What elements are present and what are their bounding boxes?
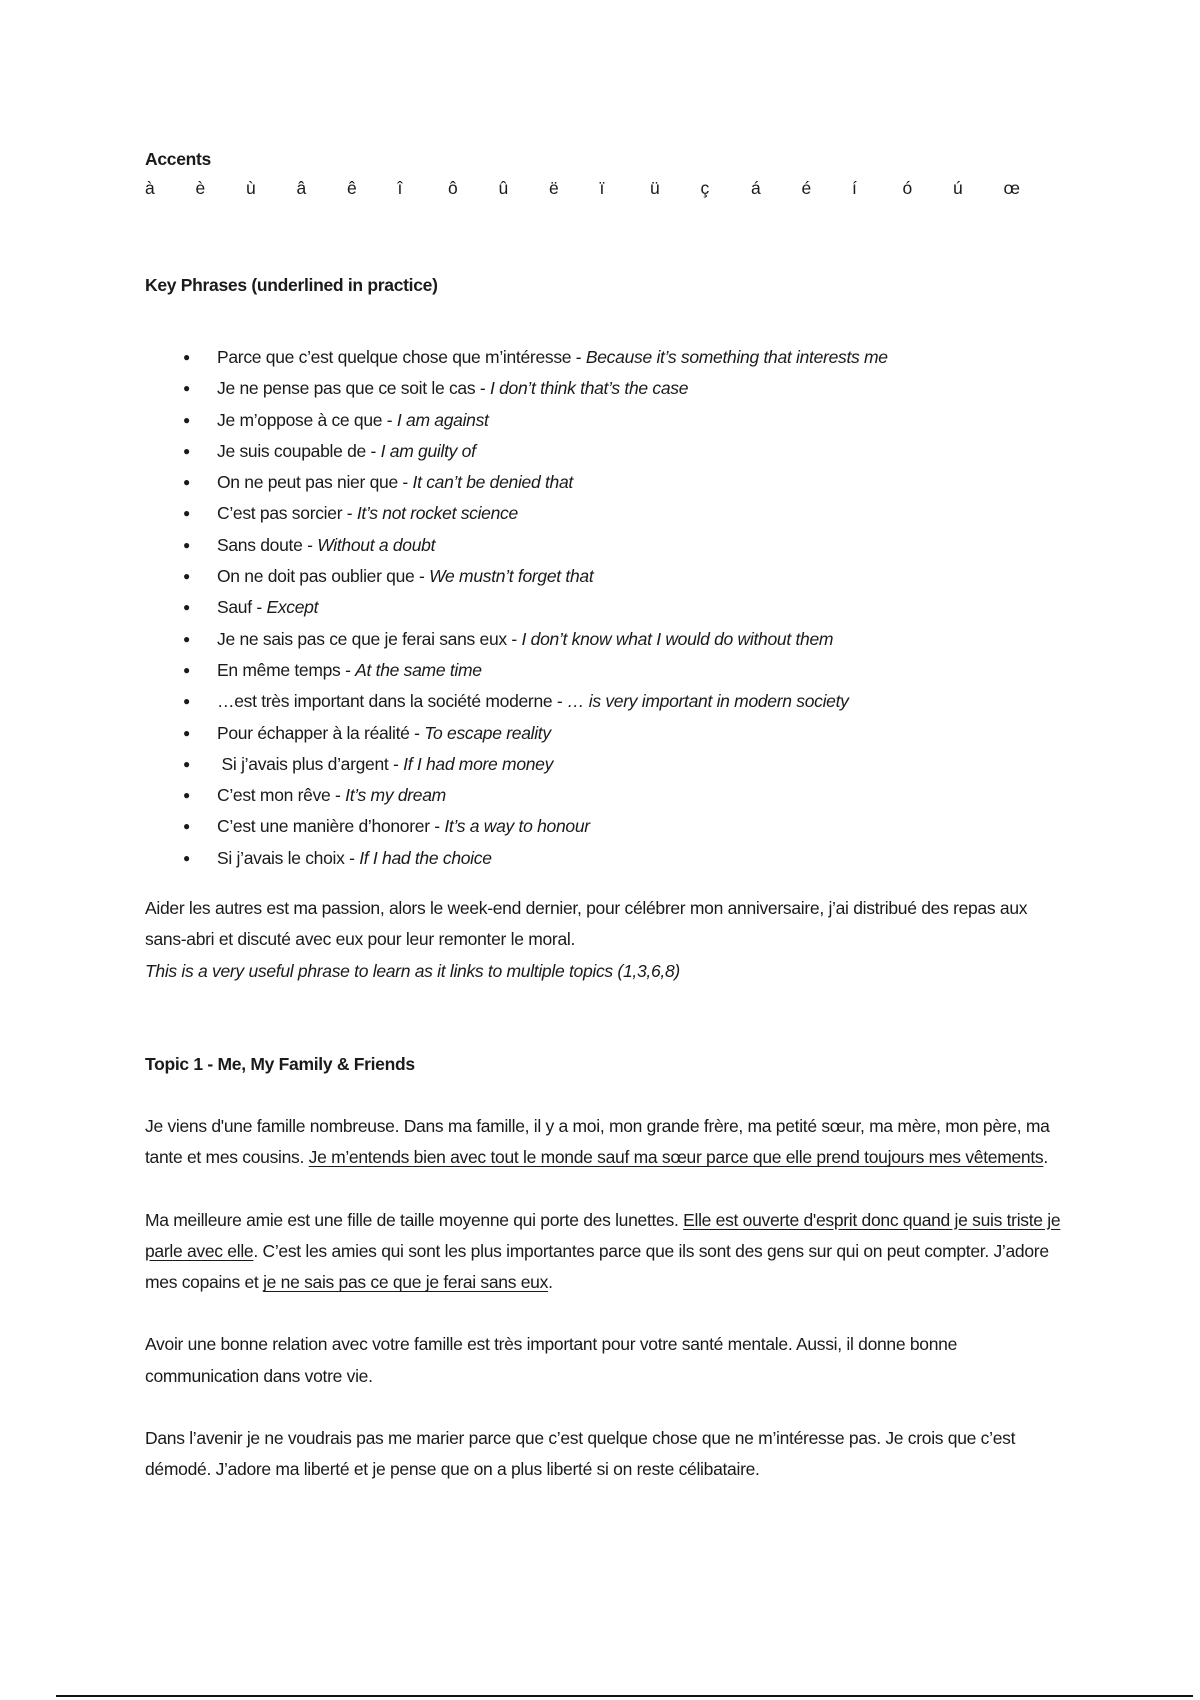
key-phrase-item [145,749,1065,780]
key-phrase-item [145,436,1065,467]
phrase-french: C’est une manière d’honorer - [217,816,445,837]
phrase-french: Parce que c’est quelque chose que m’intéresse - [217,347,586,367]
phrase-english: If I had the choice [359,847,492,868]
phrase-french: Je ne sais pas ce que je ferai sans eux - [217,628,522,649]
accent-char: ô [448,178,458,198]
key-phrase-item [145,592,1065,623]
key-phrase-item [145,498,1065,529]
accent-char: ü [650,178,660,198]
key-phrase-item [145,373,1065,404]
underlined-text: Je m’entends bien avec tout le monde sauf ma sœur parce que elle prend toujours mes vêtements [308,1147,1044,1168]
key-phrase-item [145,780,1065,811]
accent-char: í [852,178,857,198]
topic1-section [145,1053,1065,1486]
accent-char: à [145,178,155,198]
note-text: This is a very useful phrase to learn as it links to multiple topics (1,3,6,8) [145,960,680,981]
accent-char: ë [549,178,559,198]
useful-phrase-section [145,893,1065,987]
accent-char: œ [1003,178,1020,198]
key-phrase-item [145,530,1065,561]
accent-char: ï [599,178,605,198]
phrase-french: On ne peut pas nier que - [217,472,413,493]
accent-char: á [751,178,761,198]
key-phrase-item [145,843,1065,874]
accent-char: ê [347,178,357,198]
phrase-english: I don’t know what I would do without them [521,628,834,649]
phrase-french: Sans doute - [217,534,318,555]
topic1-paragraph-1 [145,1111,1065,1174]
accent-list [145,178,1065,199]
phrase-english: We mustn’t forget that [429,566,594,587]
topic1-paragraph-3: Avoir une bonne relation avec votre famille est très important pour votre santé mentale. Aussi, il donne bonne communication dans votre vie. [145,1334,958,1386]
key-phrase-item [145,686,1065,717]
topic1-paragraph-2 [145,1205,1065,1299]
accent-char: û [498,178,508,198]
phrase-english: I am against [396,409,489,430]
accent-char: ó [902,178,912,198]
key-phrases-section [145,274,1065,874]
footer-divider [56,1695,1193,1697]
accents-section [145,148,1065,199]
key-phrase-item [145,718,1065,749]
text: Je viens d'une famille nombreuse. Dans ma famille, il y a moi, mon grande frère, ma petité sœur, ma mère, mon père, ma tante et mes cousins. [145,1116,1050,1168]
phrase-french: Je m’oppose à ce que - [217,409,397,430]
phrase-english: I am guilty of [380,440,476,461]
phrase-english: … is very important in modern society [566,691,849,712]
accent-char: ú [953,178,963,198]
phrase-english: It’s not rocket science [356,503,518,524]
underlined-text: Elle est ouverte d'esprit donc quand je suis triste je parle avec elle [145,1209,1061,1261]
phrase-english: At the same time [355,659,482,680]
phrase-french: En même temps - [217,659,356,680]
key-phrase-item [145,405,1065,436]
key-phrase-item [145,561,1065,592]
phrase-english: Because it’s something that interests me [585,347,888,367]
accent-char: â [296,178,306,198]
phrase-french: …est très important dans la société moderne - [217,691,567,712]
phrase-english: To escape reality [424,722,551,743]
text: Ma meilleure amie est une fille de taille moyenne qui porte des lunettes. [145,1209,684,1230]
accent-char: é [801,178,811,198]
key-phrases-list [145,342,1065,874]
key-phrase-item [145,467,1065,498]
phrase-french: Je ne pense pas que ce soit le cas - [217,378,490,399]
phrase-english: It can’t be denied that [412,472,573,493]
phrase-french: Si j’avais plus d’argent - [217,753,404,774]
text: . [548,1272,553,1293]
accents-heading: Accents [145,149,211,169]
useful-phrase-text: Aider les autres est ma passion, alors le week-end dernier, pour célébrer mon anniversaire, j’ai distribué des repas aux sans-abri et discuté avec eux pour leur remonter le moral. [145,898,1028,950]
topic1-paragraph-4: Dans l’avenir je ne voudrais pas me marier parce que c’est quelque chose que ne m’intéresse pas. Je crois que c’est démodé. J’adore ma liberté et je pense que on a plus liberté si on reste célibataire. [145,1428,1016,1480]
text: . [1043,1147,1048,1168]
phrase-french: Je suis coupable de - [217,440,381,461]
phrase-french: Pour échapper à la réalité - [217,722,425,743]
key-phrase-item [145,624,1065,655]
accent-char: ù [246,178,256,198]
key-phrase-item [145,655,1065,686]
phrase-french: On ne doit pas oublier que - [217,566,430,587]
phrase-french: Si j’avais le choix - [217,847,360,868]
phrase-english: Without a doubt [317,534,436,555]
phrase-english: If I had more money [403,753,554,774]
phrase-french: C’est pas sorcier - [217,503,357,524]
phrase-english: It’s a way to honour [444,816,590,837]
accent-char: î [397,178,403,198]
phrase-english: It’s my dream [345,785,446,806]
phrase-french: Sauf - [217,597,267,618]
phrase-english: Except [266,597,319,618]
topic1-heading: Topic 1 - Me, My Family & Friends [145,1054,415,1074]
phrase-english: I don’t think that’s the case [489,378,689,399]
underlined-text: je ne sais pas ce que je ferai sans eux [263,1272,549,1293]
key-phrase-item [145,342,1065,373]
accent-char: ç [700,178,709,198]
useful-phrase-note [145,956,1065,987]
phrase-french: C’est mon rêve - [217,785,346,806]
key-phrase-item [145,811,1065,842]
accent-char: è [195,178,205,198]
text: . C’est les amies qui sont les plus importantes parce que ils sont des gens sur qui on peut compter. J’adore mes copains et [145,1240,1049,1293]
key-phrases-heading: Key Phrases (underlined in practice) [145,275,438,295]
